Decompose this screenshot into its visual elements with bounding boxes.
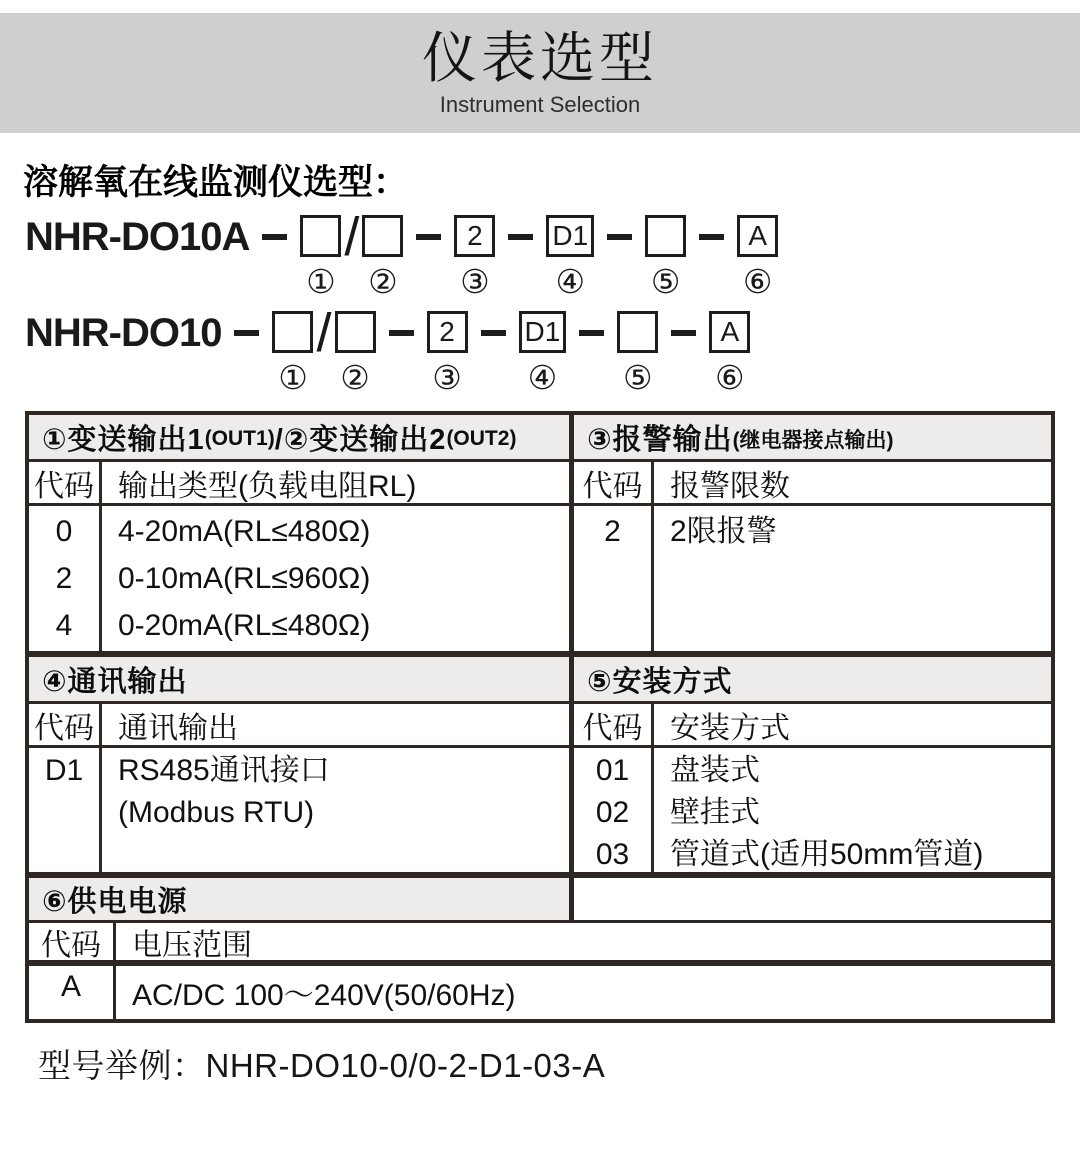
- code-position-5: [645, 215, 686, 301]
- column-header-row: [574, 462, 1051, 506]
- section-header: [29, 415, 569, 462]
- data-row: [29, 963, 1051, 1019]
- dash-icon: [671, 330, 696, 336]
- position-number: ②: [340, 359, 370, 396]
- code-box: [335, 311, 376, 353]
- code-value: 02: [595, 796, 630, 829]
- section-alarm-output: [574, 415, 1051, 651]
- section-mounting: [574, 657, 1051, 872]
- code-box: [272, 311, 313, 353]
- section-header: [29, 878, 574, 920]
- position-number: ③: [432, 359, 462, 396]
- desc-value: 2限报警: [670, 515, 777, 548]
- column-header-row: [29, 704, 569, 748]
- dash-icon: [262, 234, 287, 240]
- position-number: ⑤: [623, 359, 653, 396]
- code-value: 4: [55, 609, 73, 642]
- code-position-6: [737, 215, 778, 301]
- section-title: ③报警输出: [587, 423, 733, 456]
- code-position-3: [454, 215, 495, 301]
- column-header-row: [29, 462, 569, 506]
- section-title: ⑤安装方式: [587, 665, 733, 698]
- data-rows: [29, 506, 569, 651]
- code-value: 2: [55, 562, 73, 595]
- desc-value: 壁挂式: [670, 796, 760, 829]
- code-position-5: [617, 311, 658, 397]
- column-header-code: 代码: [29, 704, 102, 745]
- data-rows: [29, 748, 569, 872]
- desc-value: (Modbus RTU): [118, 796, 315, 829]
- page-subtitle: Instrument Selection: [439, 92, 641, 118]
- code-value: 2: [604, 515, 621, 548]
- page-title: 仪表选型: [421, 27, 658, 89]
- slash-separator: /: [344, 207, 360, 267]
- column-header-desc: 输出类型(负载电阻RL): [118, 469, 417, 503]
- section-title-small: (OUT2): [446, 427, 517, 450]
- dash-icon: [389, 330, 414, 336]
- column-header-code: 代码: [29, 462, 102, 503]
- desc-value: 管道式(适用50mm管道): [670, 838, 984, 871]
- section-title: ⑥供电电源: [42, 885, 188, 918]
- section-title: /②变送输出2: [274, 423, 447, 456]
- table-section-row-2: [29, 651, 1051, 872]
- dash-icon: [607, 234, 632, 240]
- code-box: A: [709, 311, 750, 353]
- desc-values: [654, 748, 1051, 872]
- dash-icon: [481, 330, 506, 336]
- code-value: 03: [595, 838, 630, 871]
- code-box: 2: [427, 311, 468, 353]
- desc-value: 0-10mA(RL≤960Ω): [118, 562, 371, 595]
- column-header-code: 代码: [574, 462, 654, 503]
- code-values: [29, 506, 102, 651]
- position-number: ④: [555, 263, 586, 300]
- column-header-row: [29, 923, 1051, 963]
- code-values: [574, 506, 654, 651]
- page-banner: [0, 13, 1080, 133]
- section-title-small: (OUT1): [204, 427, 275, 450]
- position-number: ①: [306, 263, 336, 300]
- section-header: [29, 657, 569, 704]
- model-example: 型号举例：NHR-DO10-0/0-2-D1-03-A: [38, 1047, 606, 1084]
- desc-values: [102, 748, 569, 872]
- code-values: [29, 748, 102, 872]
- ordering-table: [25, 411, 1055, 1023]
- model-name: NHR-DO10: [25, 311, 222, 355]
- dash-icon: [234, 330, 259, 336]
- position-number: ③: [460, 263, 490, 300]
- code-box: [645, 215, 686, 257]
- code-position-3: [427, 311, 468, 397]
- code-value: A: [29, 966, 116, 1019]
- code-box: [362, 215, 403, 257]
- section-power-supply: [29, 872, 1051, 1019]
- desc-values: [654, 506, 1051, 651]
- code-box: 2: [454, 215, 495, 257]
- code-box: [617, 311, 658, 353]
- dash-icon: [699, 234, 724, 240]
- code-position-1: [300, 215, 341, 301]
- desc-value: RS485通讯接口: [118, 754, 330, 787]
- column-header-desc: 报警限数: [670, 469, 790, 503]
- section-title: ④通讯输出: [42, 665, 188, 698]
- model-name: NHR-DO10A: [25, 215, 250, 259]
- position-number: ①: [278, 359, 308, 396]
- code-position-4: [546, 215, 594, 301]
- column-header-desc: 电压范围: [132, 928, 252, 962]
- model-code-diagrams: [25, 207, 1080, 397]
- model-diagram-nhr-do10: [25, 303, 1080, 397]
- section-transmitter-output: [29, 415, 574, 651]
- position-number: ⑥: [715, 359, 745, 396]
- section-header-row: [29, 878, 1051, 923]
- code-box: [300, 215, 341, 257]
- code-box: D1: [546, 215, 594, 257]
- code-box: D1: [519, 311, 567, 353]
- column-header-row: [574, 704, 1051, 748]
- slash-separator: /: [316, 303, 332, 363]
- dash-icon: [579, 330, 604, 336]
- desc-value: 0-20mA(RL≤480Ω): [118, 609, 371, 642]
- section-header: [574, 657, 1051, 704]
- code-position-4: [519, 311, 567, 397]
- position-number: ⑥: [742, 263, 773, 300]
- section-header: [574, 415, 1051, 462]
- desc-values: [102, 506, 569, 651]
- position-number: ②: [368, 263, 398, 300]
- column-header-code: 代码: [574, 704, 654, 745]
- column-header-desc: 通讯输出: [118, 711, 238, 745]
- code-values: [574, 748, 654, 872]
- position-number: ⑤: [650, 263, 681, 300]
- dash-icon: [508, 234, 533, 240]
- column-header-desc: 安装方式: [670, 711, 790, 745]
- dash-icon: [416, 234, 441, 240]
- empty-header-cell: [574, 878, 1051, 920]
- position-number: ④: [527, 359, 558, 396]
- section-title-small: (继电器接点输出): [732, 429, 894, 452]
- column-header-code: 代码: [29, 923, 116, 960]
- code-position-6: [709, 311, 750, 397]
- desc-value: 盘装式: [670, 754, 760, 787]
- code-position-2: [335, 311, 376, 397]
- code-value: 0: [55, 515, 73, 548]
- selection-heading: 溶解氧在线监测仪选型：: [23, 163, 409, 202]
- model-diagram-nhr-do10a: [25, 207, 1080, 301]
- code-position-2: [362, 215, 403, 301]
- desc-value: 4-20mA(RL≤480Ω): [118, 515, 371, 548]
- section-title: ①变送输出1: [42, 423, 205, 456]
- code-value: D1: [44, 754, 84, 787]
- data-rows: [574, 748, 1051, 872]
- data-rows: [574, 506, 1051, 651]
- table-section-row-1: [29, 415, 1051, 651]
- desc-value: AC/DC 100～240V(50/60Hz): [132, 979, 516, 1012]
- section-communication-output: [29, 657, 574, 872]
- code-value: 01: [595, 754, 630, 787]
- code-position-1: [272, 311, 313, 397]
- code-box: A: [737, 215, 778, 257]
